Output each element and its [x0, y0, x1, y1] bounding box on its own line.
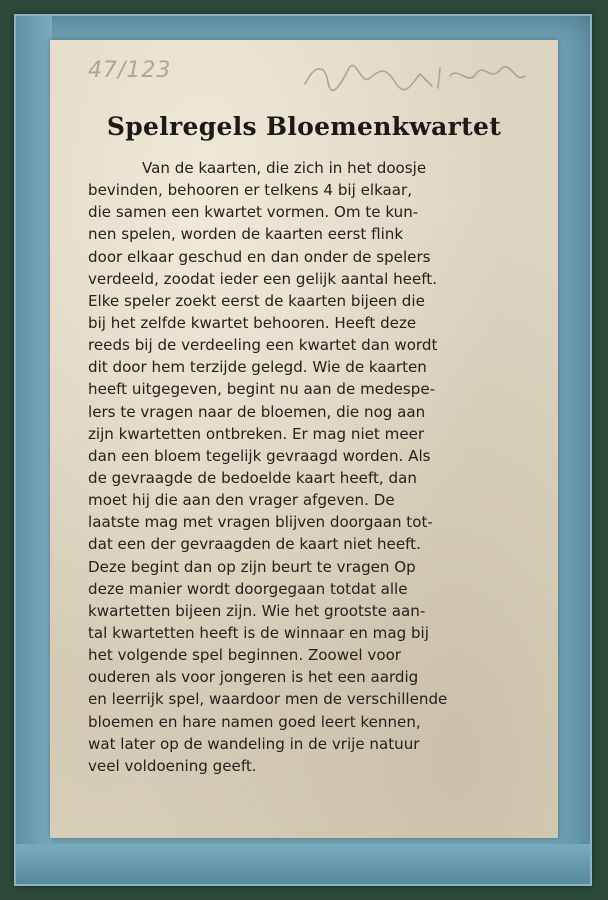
rules-line: en leerrijk spel, waardoor men de verschillende	[88, 690, 448, 709]
rules-line: nen spelen, worden de kaarten eerst flink	[88, 225, 404, 244]
rules-line: veel voldoening geeft.	[88, 756, 257, 775]
rules-line: wat later op de wandeling in de vrije natuur	[88, 734, 420, 753]
rules-line: door elkaar geschud en dan onder de spelers	[88, 247, 431, 266]
rules-line: dan een bloem tegelijk gevraagd worden. Als	[88, 446, 431, 465]
rules-line: Deze begint dan op zijn beurt te vragen Op	[88, 557, 416, 576]
rules-line: verdeeld, zoodat ieder een gelijk aantal heeft.	[88, 269, 438, 288]
rules-line: die samen een kwartet vormen. Om te kun-	[88, 203, 419, 222]
rules-line: bloemen en hare namen goed leert kennen,	[88, 712, 421, 731]
rules-line: dit door hem terzijde gelegd. Wie de kaarten	[88, 358, 427, 377]
rules-line: heeft uitgegeven, begint nu aan de medespe-	[88, 380, 436, 399]
rules-line: bevinden, behooren er telkens 4 bij elkaar,	[88, 181, 413, 200]
rules-text	[88, 157, 528, 777]
rules-line: Elke speler zoekt eerst de kaarten bijeen die	[88, 291, 425, 310]
rules-line: zijn kwartetten ontbreken. Er mag niet meer	[88, 424, 425, 443]
box-side-edge	[16, 16, 52, 884]
rules-line: moet hij die aan den vrager afgeven. De	[88, 491, 395, 510]
rules-label	[50, 40, 558, 838]
rules-line: deze manier wordt doorgegaan totdat alle	[88, 579, 408, 598]
rules-line: kwartetten bijeen zijn. Wie het grootste aan-	[88, 601, 426, 620]
rules-line: tal kwartetten heeft is de winnaar en mag bij	[88, 623, 429, 642]
rules-line: laatste mag met vragen blijven doorgaan tot-	[88, 513, 433, 532]
rules-line: de gevraagde de bedoelde kaart heeft, dan	[88, 468, 417, 487]
rules-line: bij het zelfde kwartet behooren. Heeft deze	[88, 313, 417, 332]
rules-line: ouderen als voor jongeren is het een aardig	[88, 668, 419, 687]
rules-line: Van de kaarten, die zich in het doosje	[142, 159, 427, 177]
rules-line: lers te vragen naar de bloemen, die nog aan	[88, 402, 426, 421]
page-title: Spelregels Bloemenkwartet	[106, 112, 502, 141]
rules-line: reeds bij de verdeeling een kwartet dan wordt	[88, 336, 438, 355]
rules-line: dat een der gevraagden de kaart niet heeft.	[88, 535, 421, 554]
box-bottom-edge	[16, 844, 590, 884]
rules-line: het volgende spel beginnen. Zoowel voor	[88, 646, 402, 665]
handwritten-scribble	[300, 56, 530, 96]
handwritten-note: 47/123	[88, 58, 172, 83]
